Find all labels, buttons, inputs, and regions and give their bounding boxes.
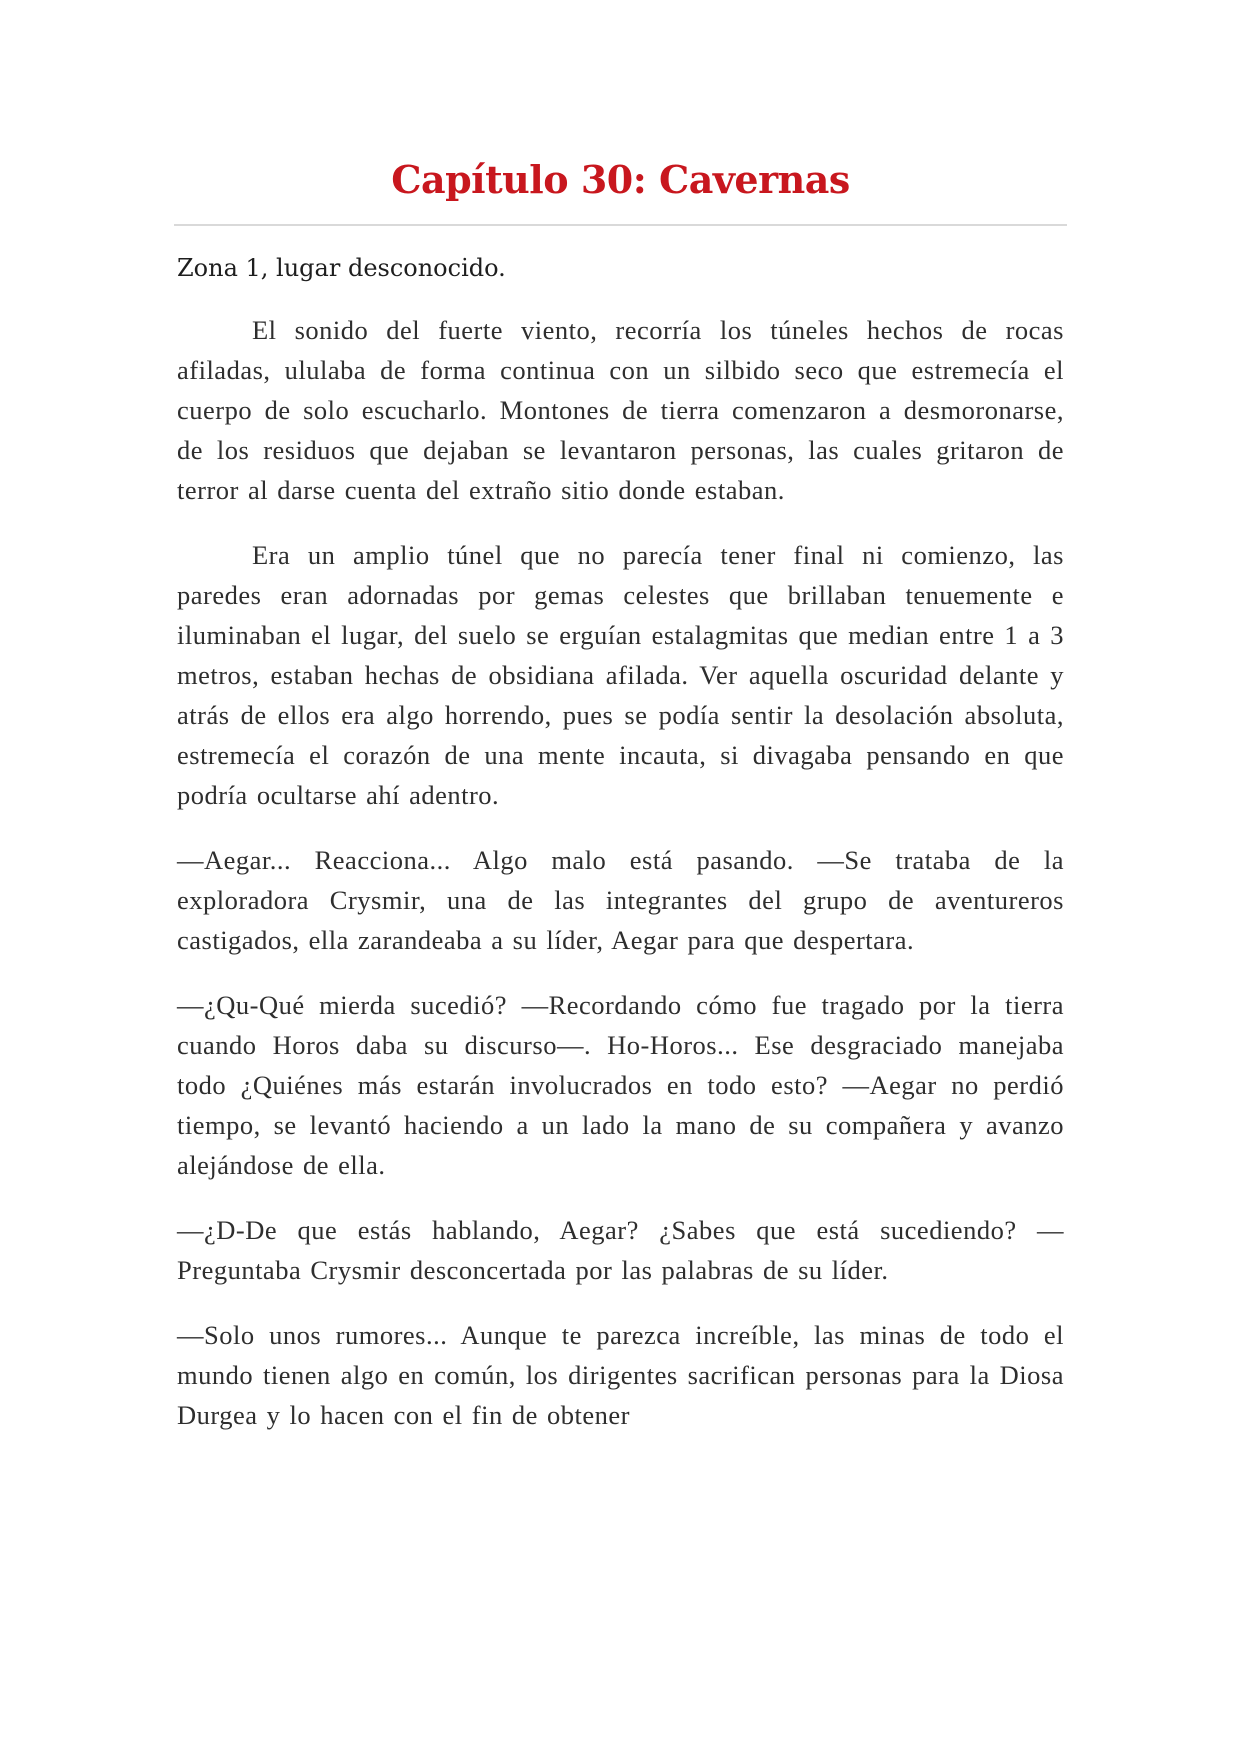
paragraph-2: Era un amplio túnel que no parecía tener final ni comienzo, las paredes eran adornadas por gemas celestes que brillaban tenuemente e iluminaban el lugar, del suelo se erguían estalagmitas que median entre 1 a 3 metros, estaban hechas de obsidiana afilada. Ver aquella oscuridad delante y atrás de ellos era algo horrendo, pues se podía sentir la desolación absoluta, estremecía el corazón de una mente incauta, si divagaba pensando en que podría ocultarse ahí adentro. <box>177 540 1064 810</box>
paragraph-6: —Solo unos rumores... Aunque te parezca increíble, las minas de todo el mundo tienen algo en común, los dirigentes sacrifican personas para la Diosa Durgea y lo hacen con el fin de obtener <box>177 1320 1064 1430</box>
title-divider <box>174 224 1067 226</box>
body-text <box>177 310 1064 1435</box>
paragraph-3: —Aegar... Reacciona... Algo malo está pasando. —Se trataba de la exploradora Crysmir, una de las integrantes del grupo de aventureros castigados, ella zarandeaba a su líder, Aegar para que despertara. <box>177 845 1064 955</box>
chapter-title: Capítulo 30: Cavernas <box>391 157 850 202</box>
paragraph-5: —¿D-De que estás hablando, Aegar? ¿Sabes que está sucediendo? —Preguntaba Crysmir desconcertada por las palabras de su líder. <box>177 1215 1064 1285</box>
paragraph-1: El sonido del fuerte viento, recorría los túneles hechos de rocas afiladas, ululaba de forma continua con un silbido seco que estremecía el cuerpo de solo escucharlo. Montones de tierra comenzaron a desmoronarse, de los residuos que dejaban se levantaron personas, las cuales gritaron de terror al darse cuenta del extraño sitio donde estaban. <box>177 315 1064 505</box>
section-heading: Zona 1, lugar desconocido. <box>177 254 506 282</box>
document-page <box>177 150 1064 1435</box>
paragraph-4: —¿Qu-Qué mierda sucedió? —Recordando cómo fue tragado por la tierra cuando Horos daba su discurso—. Ho-Horos... Ese desgraciado manejaba todo ¿Quiénes más estarán involucrados en todo esto? —Aegar no perdió tiempo, se levantó haciendo a un lado la mano de su compañera y avanzo alejándose de ella. <box>177 990 1064 1180</box>
